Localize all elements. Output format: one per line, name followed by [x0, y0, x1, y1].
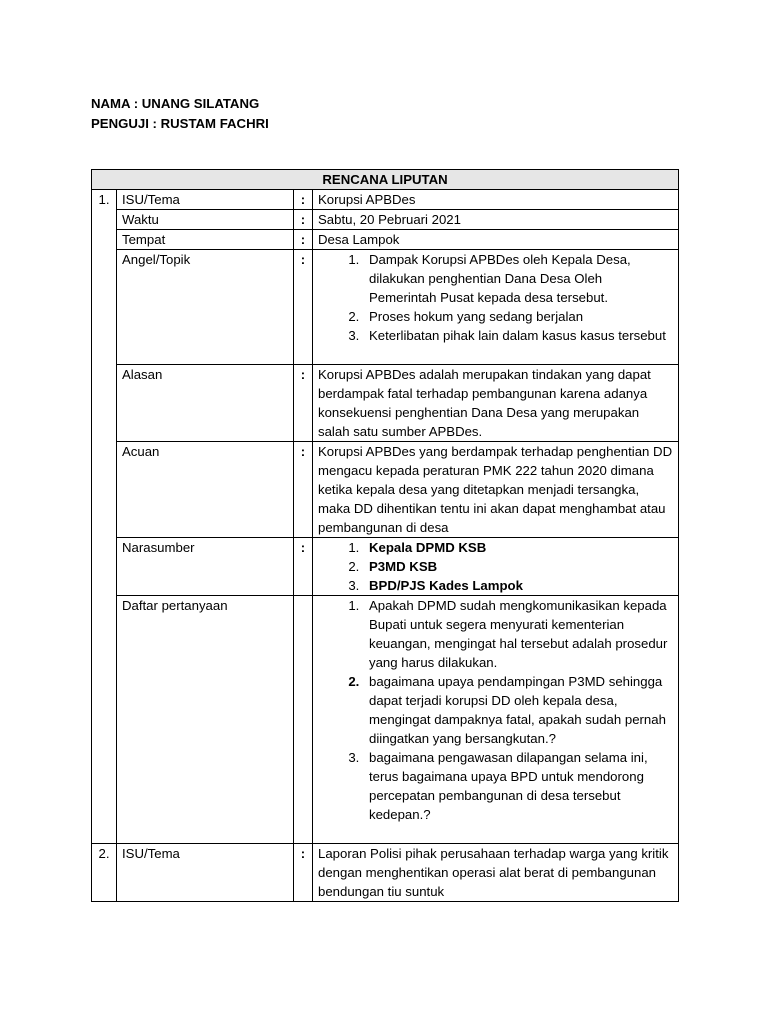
field-label: Waktu: [117, 210, 294, 230]
field-value: Desa Lampok: [313, 230, 679, 250]
colon: :: [294, 442, 313, 538]
colon: :: [294, 538, 313, 596]
field-label: Angel/Topik: [117, 250, 294, 365]
field-value: Laporan Polisi pihak perusahaan terhadap warga yang kritik dengan menghentikan operasi alat berat di pembangunan bendungan tiu suntuk: [313, 844, 679, 902]
document-header: [91, 94, 269, 133]
list-item: 3. BPD/PJS Kades Lampok: [363, 576, 673, 595]
list-item: 2. bagaimana upaya pendampingan P3MD sehingga dapat terjadi korupsi DD oleh kepala desa, mengingat dampaknya fatal, apakah sudah pernah diingatkan yang bersangkutan.?: [363, 672, 673, 748]
table-row: [92, 250, 679, 365]
table-row: [92, 365, 679, 442]
field-value: Korupsi APBDes: [313, 190, 679, 210]
list-item: 1. Kepala DPMD KSB: [363, 538, 673, 557]
list-item: 3. Keterlibatan pihak lain dalam kasus kasus tersebut: [363, 326, 673, 345]
list-item: 3. bagaimana pengawasan dilapangan selama ini, terus bagaimana upaya BPD untuk mendorong percepatan pembangunan di desa tersebut kedepan.?: [363, 748, 673, 824]
field-label: ISU/Tema: [117, 190, 294, 210]
colon: :: [294, 365, 313, 442]
colon: :: [294, 230, 313, 250]
coverage-plan-table: [91, 169, 679, 902]
list-item: 2. Proses hokum yang sedang berjalan: [363, 307, 673, 326]
source-list: [318, 538, 673, 595]
field-label: Alasan: [117, 365, 294, 442]
colon: :: [294, 250, 313, 365]
table-title-row: [92, 170, 679, 190]
field-value: [313, 250, 679, 365]
examiner-name: PENGUJI : RUSTAM FACHRI: [91, 115, 269, 131]
colon: :: [294, 844, 313, 902]
field-value: Korupsi APBDes yang berdampak terhadap penghentian DD mengacu kepada peraturan PMK 222 tahun 2020 dimana ketika kepala desa yang ditetapkan menjadi tersangka, maka DD dihentikan tentu ini akan dapat menghambat atau pembangunan di desa: [313, 442, 679, 538]
colon: :: [294, 190, 313, 210]
section-number: 1.: [92, 190, 117, 210]
list-item: 1. Dampak Korupsi APBDes oleh Kepala Desa, dilakukan penghentian Dana Desa Oleh Pemerintah Pusat kepada desa tersebut.: [363, 250, 673, 307]
field-label: Daftar pertanyaan: [117, 596, 294, 844]
field-label: Narasumber: [117, 538, 294, 596]
list-item: 2. P3MD KSB: [363, 557, 673, 576]
field-label: Acuan: [117, 442, 294, 538]
table-row: [92, 210, 679, 230]
field-label: Tempat: [117, 230, 294, 250]
table-row: [92, 230, 679, 250]
field-value: [313, 538, 679, 596]
field-value: [313, 596, 679, 844]
angle-list: [318, 250, 673, 345]
colon: :: [294, 210, 313, 230]
table-row: [92, 538, 679, 596]
table-row: [92, 844, 679, 902]
table-row: [92, 190, 679, 210]
student-name: NAMA : UNANG SILATANG: [91, 96, 260, 111]
question-list: [318, 596, 673, 824]
field-value: Sabtu, 20 Pebruari 2021: [313, 210, 679, 230]
field-value: Korupsi APBDes adalah merupakan tindakan yang dapat berdampak fatal terhadap pembangunan karena adanya konsekuensi penghentian Dana Desa yang merupakan salah satu sumber APBDes.: [313, 365, 679, 442]
list-item: 1. Apakah DPMD sudah mengkomunikasikan kepada Bupati untuk segera menyurati kementerian keuangan, mengingat hal tersebut adalah prosedur yang harus dilakukan.: [363, 596, 673, 672]
table-row: [92, 596, 679, 844]
section-number: 2.: [92, 844, 117, 902]
table-title: RENCANA LIPUTAN: [92, 170, 679, 190]
field-label: ISU/Tema: [117, 844, 294, 902]
table-row: [92, 442, 679, 538]
